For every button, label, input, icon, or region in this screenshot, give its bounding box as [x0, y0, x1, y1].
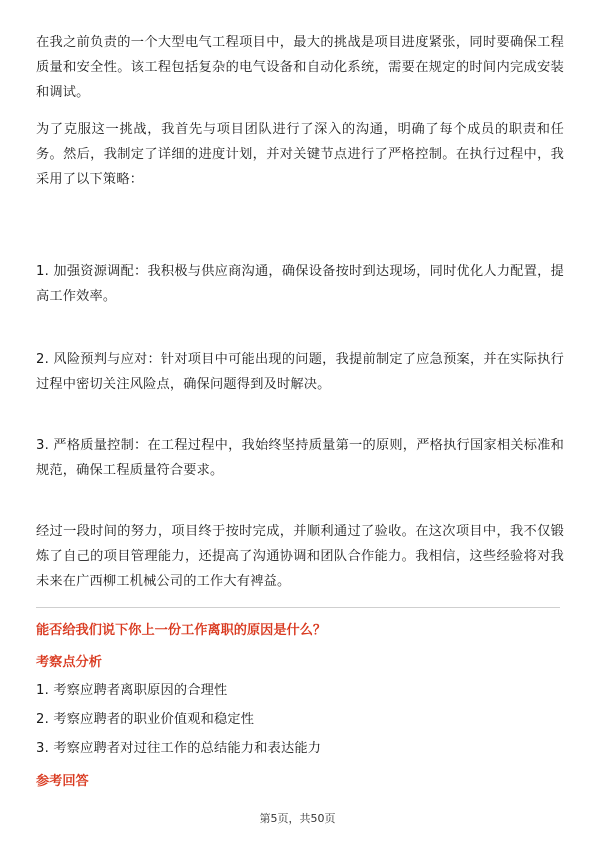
body-paragraph: 2. 风险预判与应对：针对项目中可能出现的问题，我提前制定了应急预案，并在实际执行过程中密切关注风险点，确保问题得到及时解决。 — [36, 352, 564, 392]
page-number: 第5页，共50页 — [259, 812, 336, 825]
body-paragraph: 为了克服这一挑战，我首先与项目团队进行了深入的沟通，明确了每个成员的职责和任务。然后，我制定了详细的进度计划，并对关键节点进行了严格控制。在执行过程中，我采用了以下策略： — [36, 122, 564, 187]
question-title: 能否给我们说下你上一份工作离职的原因是什么？ — [36, 623, 327, 638]
analysis-point: 1. 考察应聘者离职原因的合理性 — [36, 683, 228, 698]
body-paragraph: 经过一段时间的努力，项目终于按时完成，并顺利通过了验收。在这次项目中，我不仅锻炼了自己的项目管理能力，还提高了沟通协调和团队合作能力。我相信，这些经验将对我未来在广西柳工机械公司的工作大有裨益。 — [36, 524, 564, 589]
analysis-point: 2. 考察应聘者的职业价值观和稳定性 — [36, 712, 255, 727]
analysis-point: 3. 考察应聘者对过往工作的总结能力和表达能力 — [36, 741, 322, 756]
body-paragraph: 1. 加强资源调配：我积极与供应商沟通，确保设备按时到达现场，同时优化人力配置，提高工作效率。 — [36, 264, 564, 304]
section-divider — [36, 607, 560, 608]
body-paragraph: 3. 严格质量控制：在工程过程中，我始终坚持质量第一的原则，严格执行国家相关标准和规范，确保工程质量符合要求。 — [36, 438, 564, 478]
analysis-heading: 考察点分析 — [36, 655, 102, 670]
body-paragraph: 在我之前负责的一个大型电气工程项目中，最大的挑战是项目进度紧张，同时要确保工程质量和安全性。该工程包括复杂的电气设备和自动化系统，需要在规定的时间内完成安装和调试。 — [36, 35, 564, 100]
reference-answer-heading: 参考回答 — [36, 774, 89, 789]
